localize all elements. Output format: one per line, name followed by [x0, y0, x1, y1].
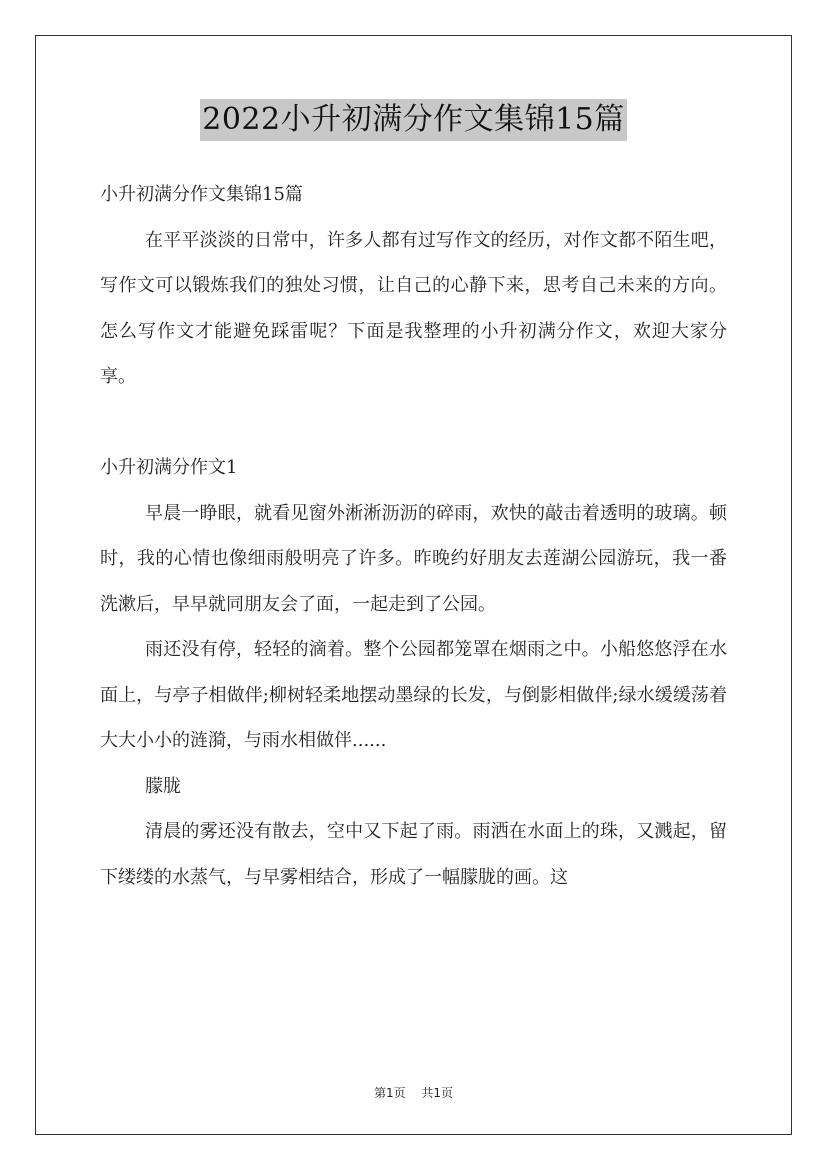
section-heading: 小升初满分作文1 — [100, 457, 238, 478]
intro-paragraph: 在平平淡淡的日常中，许多人都有过写作文的经历，对作文都不陌生吧，写作文可以锻炼我们的独处习惯，让自己的心静下来，思考自己未来的方向。怎么写作文才能避免踩雷呢？下面是我整理的小升初满分作文，欢迎大家分享。 — [100, 229, 727, 387]
page-footer — [0, 1084, 827, 1101]
body-paragraph: 清晨的雾还没有散去，空中又下起了雨。雨洒在水面上的珠，又溅起，留下缕缕的水蒸气，与早雾相结合，形成了一幅朦胧的画。这 — [100, 821, 727, 888]
document-body — [100, 172, 727, 900]
title-container — [0, 99, 827, 141]
body-subheading: 朦胧 — [145, 775, 181, 797]
document-title: 2022小升初满分作文集锦15篇 — [200, 99, 627, 141]
body-paragraph: 早晨一睁眼，就看见窗外淅淅沥沥的碎雨，欢快的敲击着透明的玻璃。顿时，我的心情也像细雨般明亮了许多。昨晚约好朋友去莲湖公园游玩，我一番洗漱后，早早就同朋友会了面，一起走到了公园。 — [100, 502, 727, 615]
page-total: 共1页 — [421, 1086, 454, 1100]
blank-line — [100, 400, 727, 446]
document-subtitle: 小升初满分作文集锦15篇 — [100, 184, 303, 205]
page-number: 第1页 — [373, 1086, 406, 1100]
body-paragraph: 雨还没有停，轻轻的滴着。整个公园都笼罩在烟雨之中。小船悠悠浮在水面上，与亭子相做伴;柳树轻柔地摆动墨绿的长发，与倒影相做伴;绿水缓缓荡着大大小小的涟漪，与雨水相做伴...... — [100, 639, 727, 751]
